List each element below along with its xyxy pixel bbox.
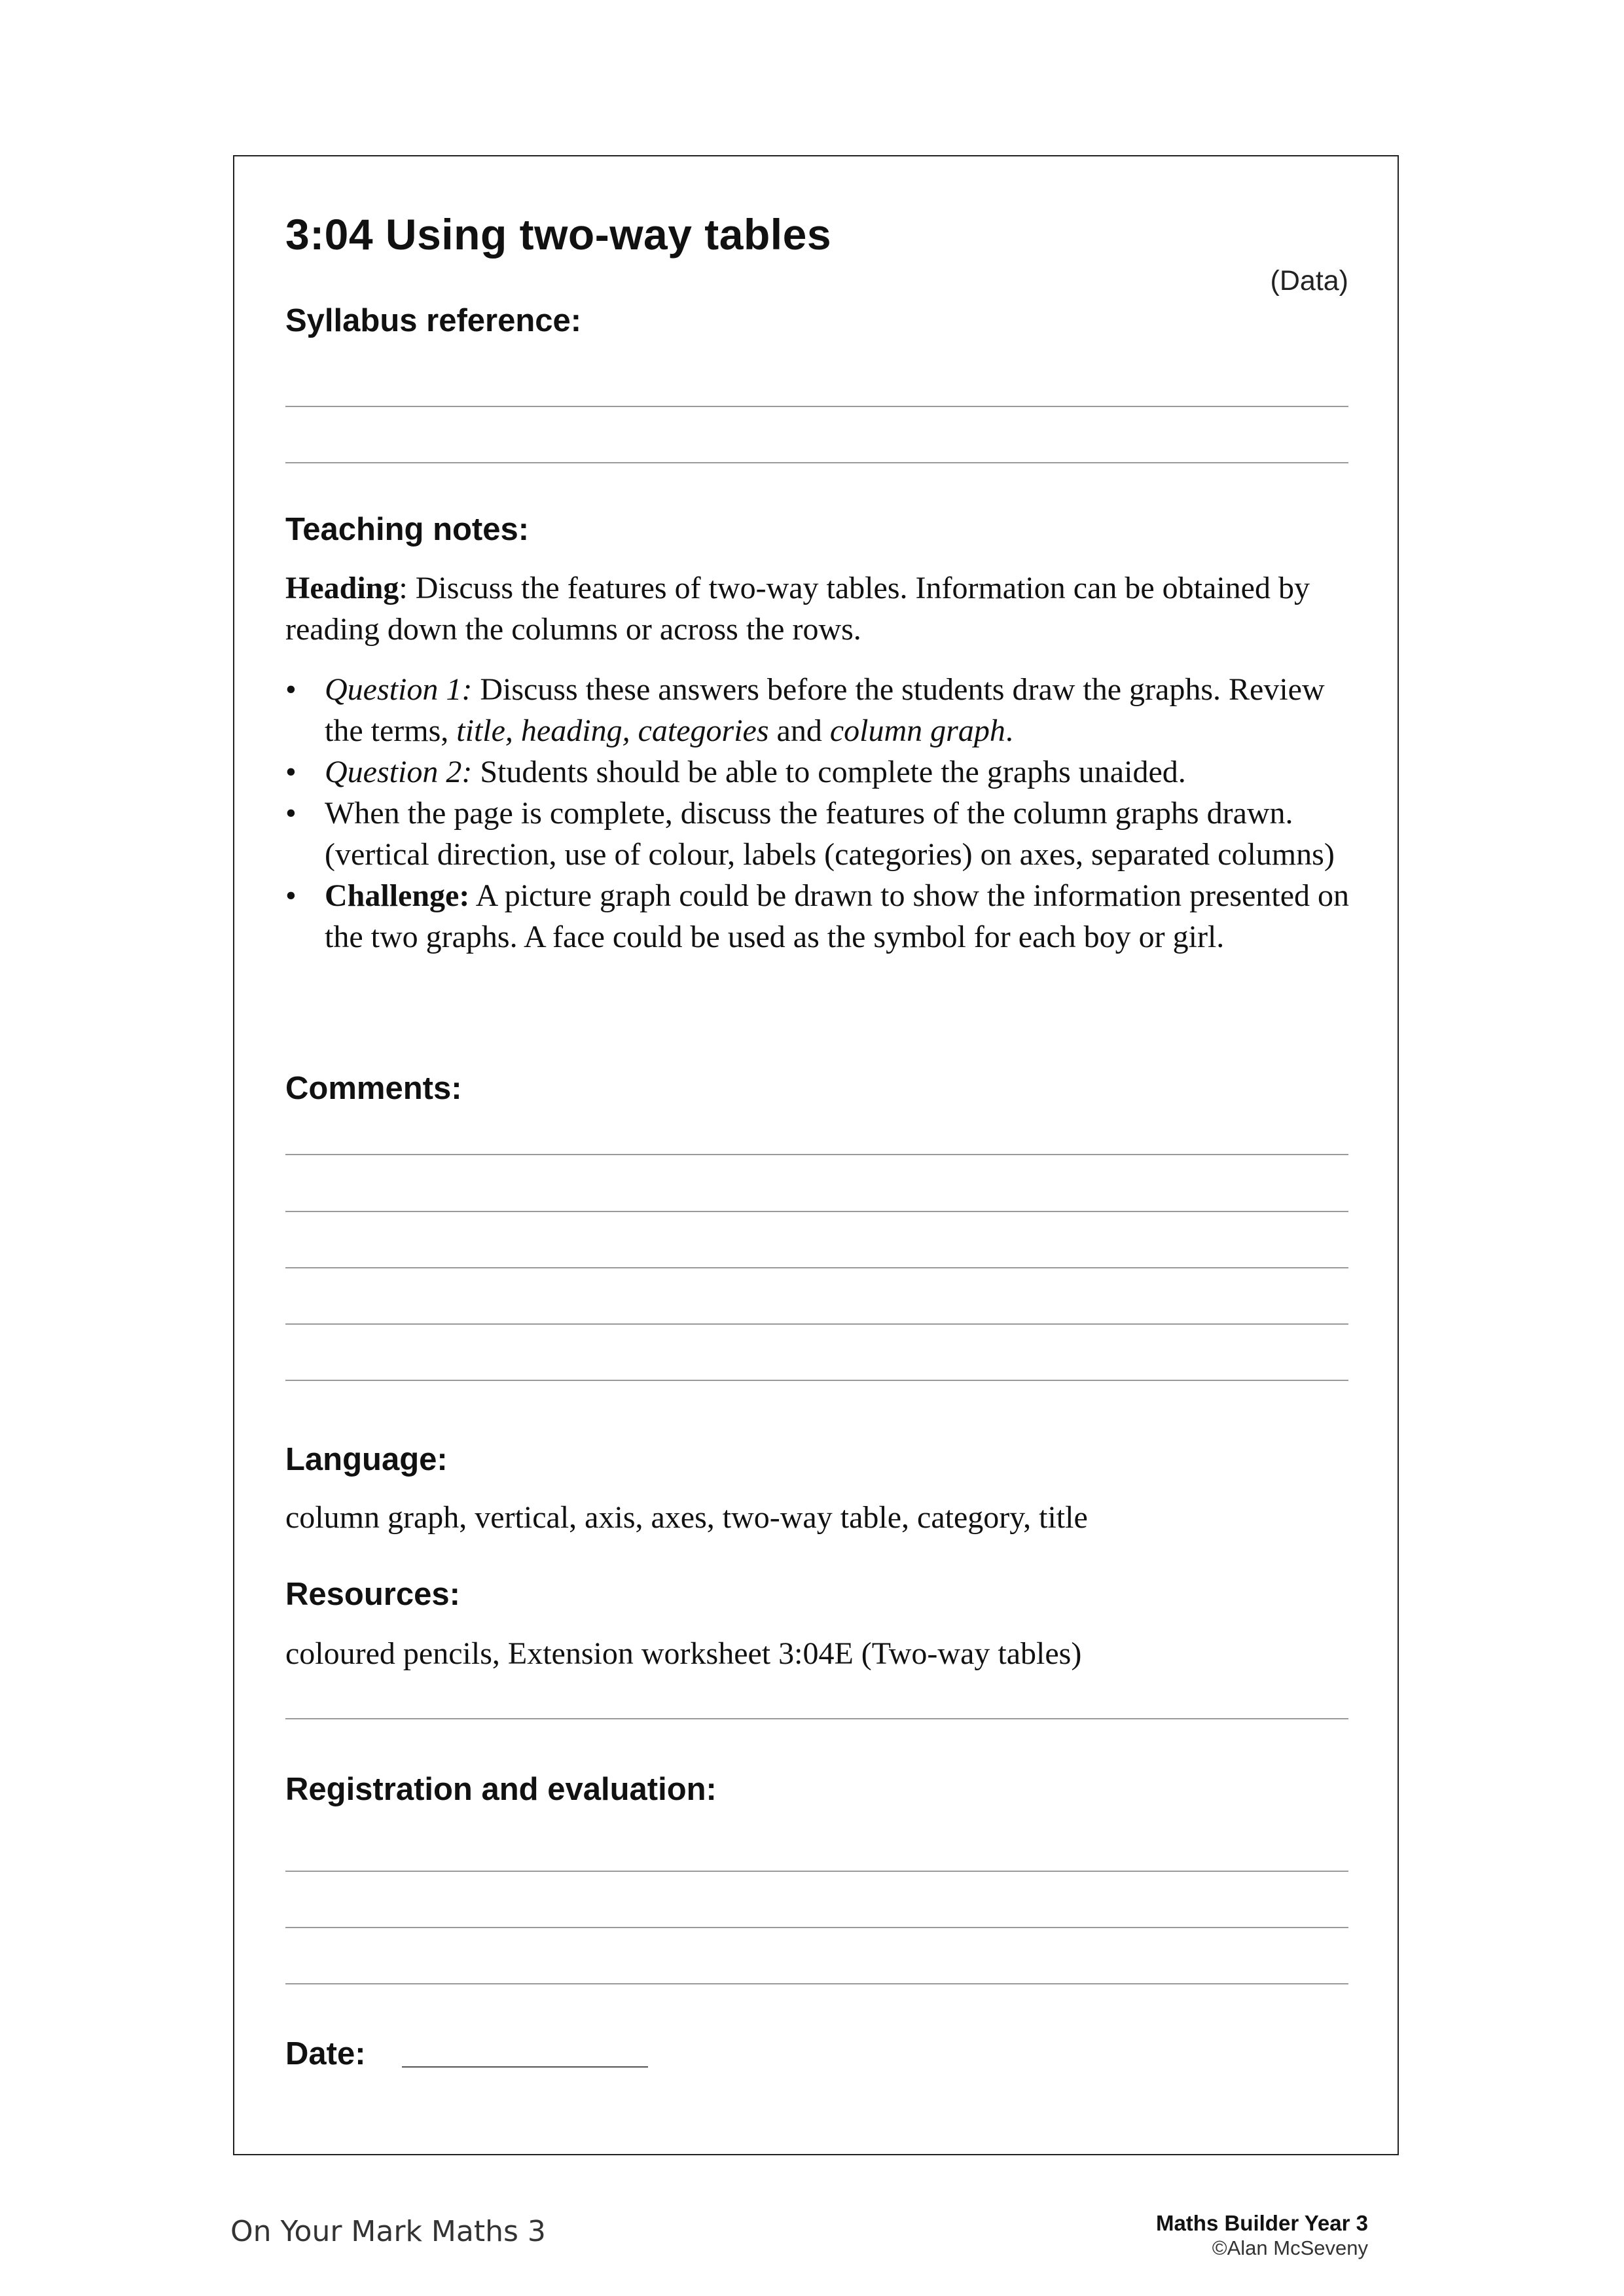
list-item [285,669,1359,751]
question-1-and: and [768,713,830,748]
completion-note: When the page is complete, discuss the features of the column graphs drawn. (vertical direction, use of colour, labels (categories) on axes, separated columns) [325,796,1335,872]
comments-line-2[interactable] [285,1211,1348,1212]
resources-heading: Resources: [285,1577,460,1612]
bullet: • [285,755,297,789]
footer-credit [1106,2211,1368,2261]
registration-evaluation-heading: Registration and evaluation: [285,1772,717,1807]
comments-line-5[interactable] [285,1380,1348,1381]
heading-term: Heading [285,571,399,605]
bullet: • [285,796,297,831]
strand-label: (Data) [1270,265,1348,296]
intro-text: : Discuss the features of two-way tables. Information can be obtained by reading down the columns or across the rows. [285,571,1310,647]
date-field-line[interactable] [402,2066,648,2068]
resources-line[interactable] [285,1718,1348,1719]
footer-book-title: Maths Builder Year 3 [1155,2211,1368,2235]
footer-copyright: ©Alan McSeveny [1212,2236,1368,2259]
comments-line-1[interactable] [285,1154,1348,1155]
bullet: • [285,878,297,913]
question-1-label: Question 1: [325,672,473,707]
challenge-text: A picture graph could be drawn to show the information presented on the two graphs. A face could be used as the symbol for each boy or girl. [325,878,1349,954]
syllabus-line-2[interactable] [285,462,1348,463]
syllabus-line-1[interactable] [285,406,1348,407]
question-2-text: Students should be able to complete the graphs unaided. [472,755,1186,789]
teaching-notes-list [285,669,1359,958]
question-1-end: . [1005,713,1013,748]
list-item [285,793,1359,875]
teaching-notes-heading: Teaching notes: [285,512,530,547]
challenge-label: Challenge: [325,878,470,913]
bullet: • [285,672,297,707]
question-1-term-column-graph: column graph [829,713,1005,748]
comments-line-3[interactable] [285,1267,1348,1268]
registration-line-3[interactable] [285,1983,1348,1984]
comments-line-4[interactable] [285,1323,1348,1325]
registration-line-1[interactable] [285,1871,1348,1872]
language-text: column graph, vertical, axis, axes, two-way table, category, title [285,1500,1088,1535]
resources-text: coloured pencils, Extension worksheet 3:04E (Two-way tables) [285,1636,1082,1671]
list-item [285,751,1359,793]
question-1-text: Discuss these answers before the students draw the graphs. Review the terms, [325,672,1325,748]
language-heading: Language: [285,1442,448,1477]
date-label: Date: [285,2036,366,2072]
page-title: 3:04 Using two-way tables [285,210,832,259]
teaching-notes-intro [285,567,1359,650]
footer-series-title: On Your Mark Maths 3 [230,2215,546,2248]
question-1-terms: title, heading, categories [456,713,769,748]
comments-heading: Comments: [285,1071,462,1106]
syllabus-reference-heading: Syllabus reference: [285,303,582,338]
list-item [285,875,1359,958]
page-frame [233,155,1399,2155]
registration-line-2[interactable] [285,1927,1348,1928]
question-2-label: Question 2: [325,755,473,789]
